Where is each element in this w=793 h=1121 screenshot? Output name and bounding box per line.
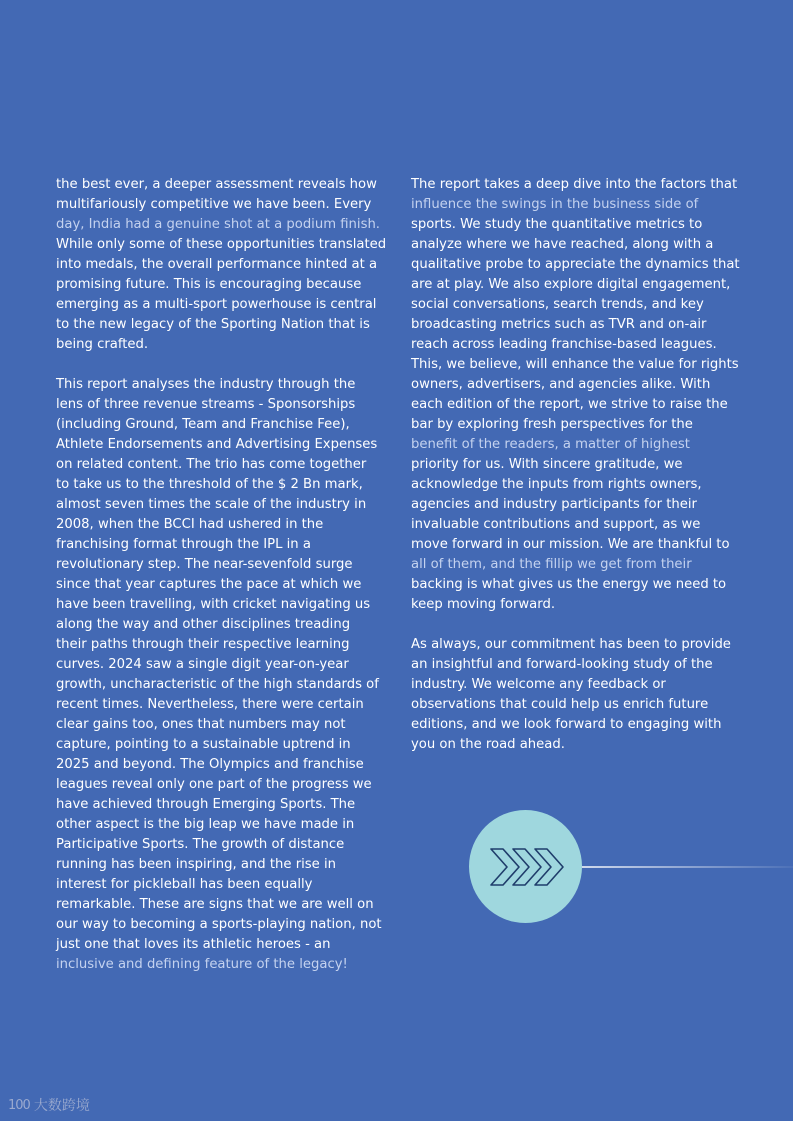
- text-line: influence the swings in the business side of: [411, 197, 699, 212]
- text-line: lens of three revenue streams - Sponsorships: [56, 397, 356, 412]
- text-line: social conversations, search trends, and key: [411, 297, 704, 312]
- text-line: just one that loves its athletic heroes - an: [56, 937, 331, 952]
- text-line: on related content. The trio has come together: [56, 457, 367, 472]
- text-line: As always, our commitment has been to provide: [411, 637, 731, 652]
- text-line: along the way and other disciplines treading: [56, 617, 351, 632]
- text-line: curves. 2024 saw a single digit year-on-year: [56, 657, 349, 672]
- text-line: running has been inspiring, and the rise in: [56, 857, 336, 872]
- text-line: agencies and industry participants for their: [411, 497, 697, 512]
- left-column: [56, 175, 388, 995]
- text-line: 2008, when the BCCI had ushered in the: [56, 517, 324, 532]
- text-line: (including Ground, Team and Franchise Fee),: [56, 417, 350, 432]
- watermark: [8, 1095, 90, 1115]
- text-line: bar by exploring fresh perspectives for the: [411, 417, 693, 432]
- text-line: growth, uncharacteristic of the high standards of: [56, 677, 379, 692]
- text-line: 2025 and beyond. The Olympics and franchise: [56, 757, 364, 772]
- triple-chevron-right-icon: [489, 846, 565, 888]
- text-line: remarkable. These are signs that we are well on: [56, 897, 374, 912]
- text-line: clear gains too, ones that numbers may not: [56, 717, 346, 732]
- text-line: promising future. This is encouraging because: [56, 277, 362, 292]
- text-line: our way to becoming a sports-playing nation, not: [56, 917, 382, 932]
- watermark-text: 大数跨境: [33, 1098, 90, 1114]
- text-line: keep moving forward.: [411, 597, 556, 612]
- text-line: day, India had a genuine shot at a podium finish.: [56, 217, 380, 232]
- text-line: all of them, and the fillip we get from their: [411, 557, 692, 572]
- text-line: benefit of the readers, a matter of highest: [411, 437, 690, 452]
- left-paragraph-2: [56, 375, 388, 975]
- text-line: broadcasting metrics such as TVR and on-air: [411, 317, 707, 332]
- text-line: move forward in our mission. We are thankful to: [411, 537, 730, 552]
- left-paragraph-1: [56, 175, 388, 355]
- text-line: This report analyses the industry through the: [56, 377, 356, 392]
- text-line: Athlete Endorsements and Advertising Expenses: [56, 437, 378, 452]
- text-line: to take us to the threshold of the $ 2 Bn mark,: [56, 477, 363, 492]
- text-line: have been travelling, with cricket navigating us: [56, 597, 371, 612]
- text-line: an insightful and forward-looking study of the: [411, 657, 713, 672]
- text-line: acknowledge the inputs from rights owners,: [411, 477, 702, 492]
- text-line: other aspect is the big leap we have made in: [56, 817, 355, 832]
- text-line: have achieved through Emerging Sports. The: [56, 797, 356, 812]
- text-line: franchising format through the IPL in a: [56, 537, 311, 552]
- text-line: to the new legacy of the Sporting Nation that is: [56, 317, 370, 332]
- text-line: you on the road ahead.: [411, 737, 565, 752]
- text-line: priority for us. With sincere gratitude, we: [411, 457, 683, 472]
- text-line: interest for pickleball has been equally: [56, 877, 313, 892]
- text-line: almost seven times the scale of the industry in: [56, 497, 367, 512]
- text-line: editions, and we look forward to engaging with: [411, 717, 722, 732]
- text-line: qualitative probe to appreciate the dynamics that: [411, 257, 740, 272]
- text-line: This, we believe, will enhance the value for rights: [411, 357, 739, 372]
- text-line: Participative Sports. The growth of distance: [56, 837, 345, 852]
- text-line: backing is what gives us the energy we need to: [411, 577, 727, 592]
- text-line: into medals, the overall performance hinted at a: [56, 257, 378, 272]
- text-line: emerging as a multi-sport powerhouse is central: [56, 297, 377, 312]
- text-line: analyze where we have reached, along with a: [411, 237, 714, 252]
- text-line: While only some of these opportunities translated: [56, 237, 387, 252]
- decorative-circle: [469, 810, 582, 923]
- text-line: multifariously competitive we have been. Every: [56, 197, 372, 212]
- text-line: reach across leading franchise-based leagues.: [411, 337, 717, 352]
- text-line: since that year captures the pace at which we: [56, 577, 362, 592]
- text-line: industry. We welcome any feedback or: [411, 677, 666, 692]
- text-line: The report takes a deep dive into the factors that: [411, 177, 738, 192]
- text-line: invaluable contributions and support, as we: [411, 517, 701, 532]
- text-line: revolutionary step. The near-sevenfold surge: [56, 557, 353, 572]
- text-line: owners, advertisers, and agencies alike. With: [411, 377, 711, 392]
- watermark-logo: 100: [8, 1097, 30, 1113]
- text-line: leagues reveal only one part of the progress we: [56, 777, 372, 792]
- text-line: are at play. We also explore digital engagement,: [411, 277, 731, 292]
- text-line: capture, pointing to a sustainable uptrend in: [56, 737, 351, 752]
- text-line: their paths through their respective learning: [56, 637, 350, 652]
- right-paragraph-1: [411, 175, 743, 615]
- text-line: being crafted.: [56, 337, 149, 352]
- text-line: sports. We study the quantitative metrics to: [411, 217, 703, 232]
- decorative-line: [582, 866, 793, 868]
- text-line: inclusive and defining feature of the legacy!: [56, 957, 348, 972]
- text-line: the best ever, a deeper assessment reveals how: [56, 177, 377, 192]
- text-line: each edition of the report, we strive to raise the: [411, 397, 728, 412]
- text-line: observations that could help us enrich future: [411, 697, 709, 712]
- right-paragraph-2: [411, 635, 743, 755]
- text-line: recent times. Nevertheless, there were certain: [56, 697, 364, 712]
- right-column: [411, 175, 743, 775]
